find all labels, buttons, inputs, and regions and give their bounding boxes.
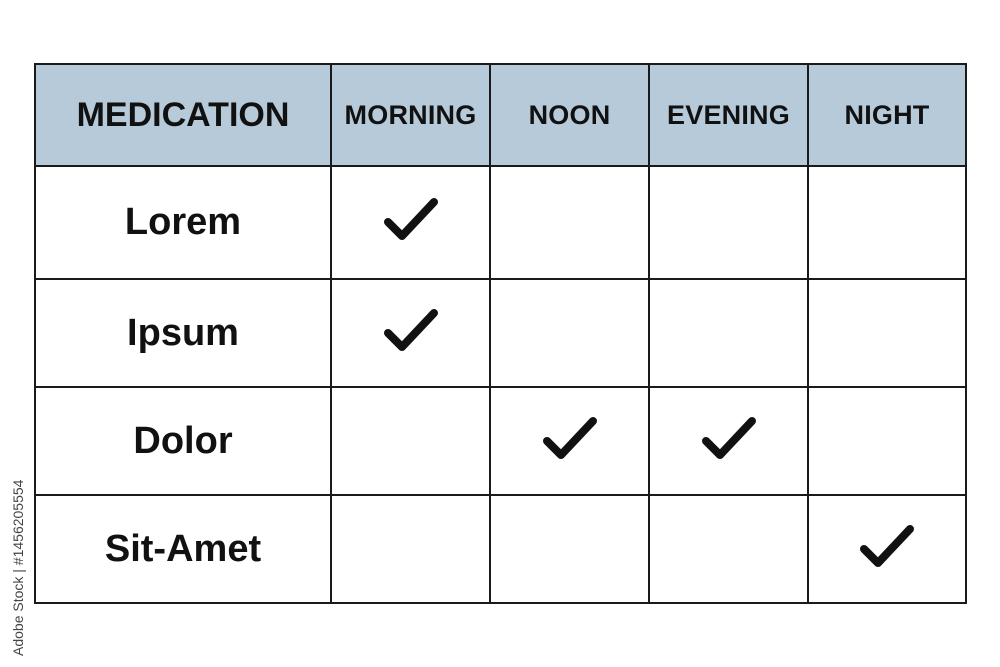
medication-schedule-table (34, 63, 967, 604)
cell-noon (490, 495, 649, 603)
stock-id-text: Adobe Stock | #1456205554 (10, 479, 26, 656)
column-header-noon: NOON (490, 64, 649, 166)
checkmark-icon (859, 523, 915, 571)
cell-night (808, 279, 966, 387)
column-header-medication: MEDICATION (35, 64, 331, 166)
cell-night (808, 166, 966, 279)
table-row (35, 387, 966, 495)
cell-night (808, 495, 966, 603)
cell-morning (331, 495, 490, 603)
cell-morning (331, 387, 490, 495)
column-header-morning: MORNING (331, 64, 490, 166)
cell-evening (649, 387, 808, 495)
cell-noon (490, 166, 649, 279)
cell-noon (490, 279, 649, 387)
cell-morning (331, 279, 490, 387)
cell-noon (490, 387, 649, 495)
medication-name-cell: Dolor (35, 387, 331, 495)
cell-evening (649, 166, 808, 279)
stock-id-watermark (8, 420, 38, 660)
column-header-evening: EVENING (649, 64, 808, 166)
checkmark-icon (383, 196, 439, 244)
cell-evening (649, 495, 808, 603)
medication-name-cell: Lorem (35, 166, 331, 279)
table-row (35, 495, 966, 603)
table-row (35, 279, 966, 387)
header-row (35, 64, 966, 166)
cell-evening (649, 279, 808, 387)
cell-night (808, 387, 966, 495)
medication-name-cell: Sit-Amet (35, 495, 331, 603)
checkmark-icon (383, 307, 439, 355)
checkmark-icon (542, 415, 598, 463)
column-header-night: NIGHT (808, 64, 966, 166)
table-row (35, 166, 966, 279)
checkmark-icon (701, 415, 757, 463)
medication-name-cell: Ipsum (35, 279, 331, 387)
cell-morning (331, 166, 490, 279)
